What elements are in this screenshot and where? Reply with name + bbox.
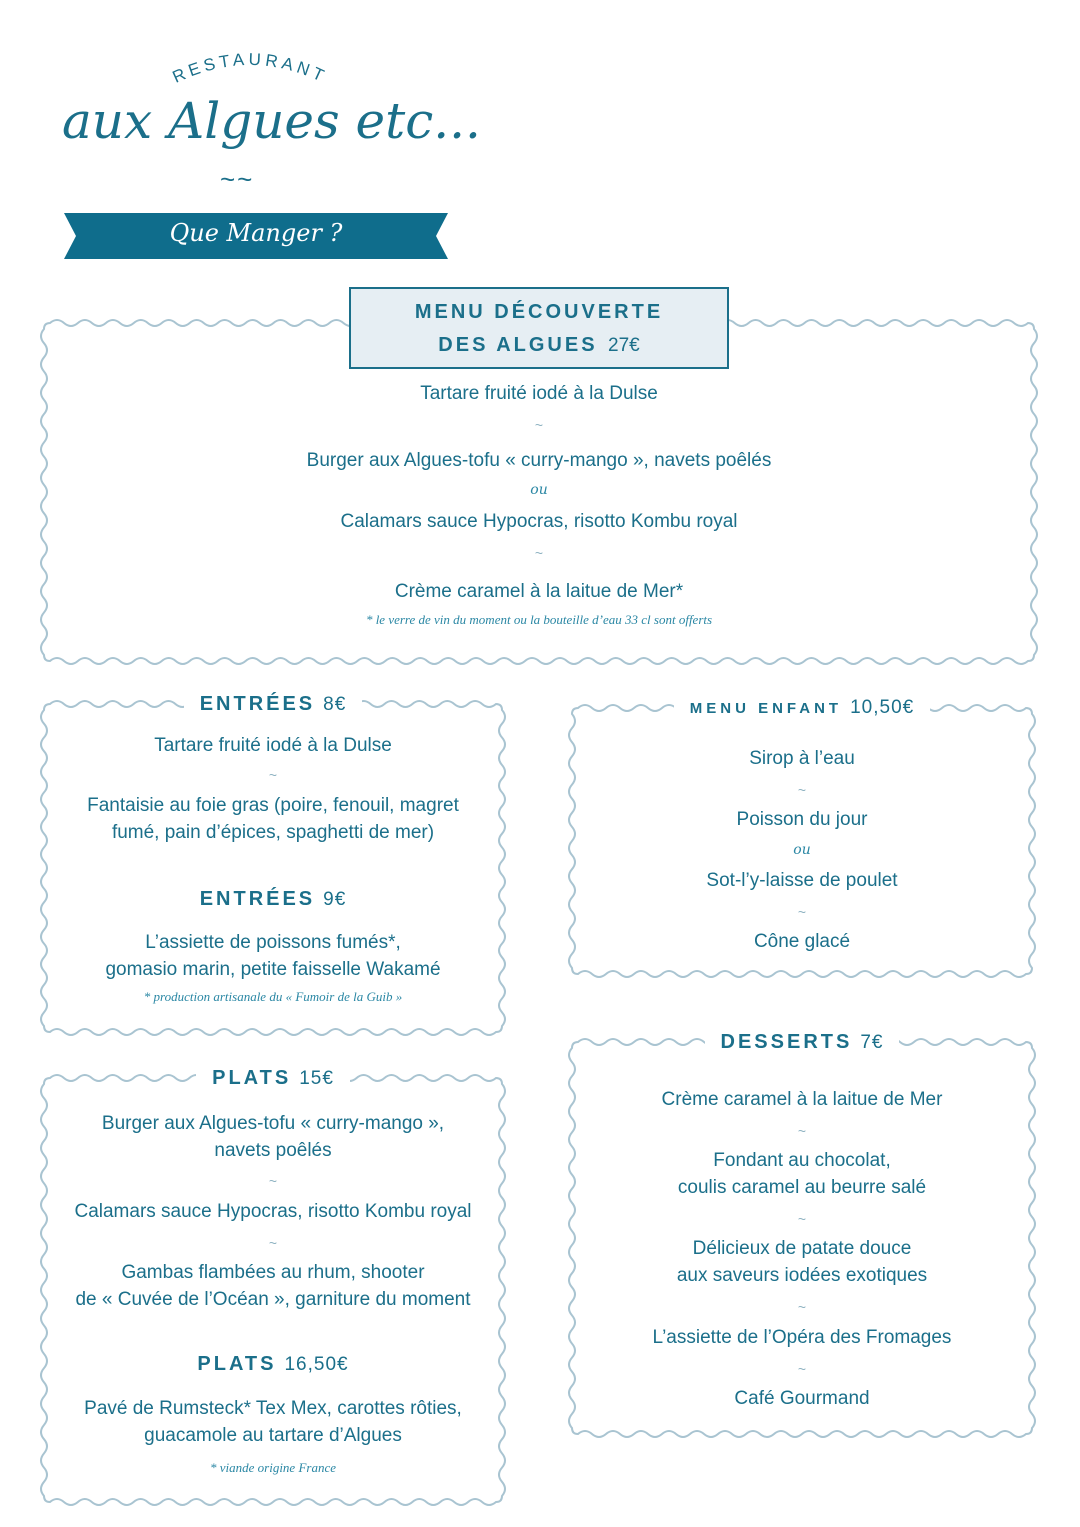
separator: ~ xyxy=(534,545,544,561)
restaurant-label: RESTAURANT xyxy=(169,49,331,87)
menu-item: Poisson du jour xyxy=(736,809,868,830)
menu-decouverte-title-box xyxy=(349,287,729,369)
restaurant-name: aux Algues etc... xyxy=(62,92,481,150)
menu-item: Tartare fruité iodé à la Dulse xyxy=(154,735,392,756)
menu-decouverte-price: 27€ xyxy=(608,335,640,356)
menu-item: Gambas flambées au rhum, shooter xyxy=(121,1262,425,1283)
menu-item: Tartare fruité iodé à la Dulse xyxy=(420,383,658,404)
entrees-8-title: ENTRÉES xyxy=(199,693,316,715)
menu-item: Crème caramel à la laitue de Mer* xyxy=(394,581,684,602)
desserts-section xyxy=(572,1031,1032,1434)
plats-1650-title: PLATS xyxy=(197,1353,277,1375)
plats-15-title: PLATS xyxy=(212,1067,292,1089)
banner-text: Que Manger ? xyxy=(169,219,343,247)
menu-item: Délicieux de patate douce xyxy=(692,1238,912,1259)
separator: ~ xyxy=(797,1299,807,1315)
separator: ~ xyxy=(534,417,544,433)
menu-item: fumé, pain d’épices, spaghetti de mer) xyxy=(111,822,435,843)
menu-item: Burger aux Algues-tofu « curry-mango », xyxy=(101,1113,445,1134)
menu-enfant-price: 10,50€ xyxy=(850,697,915,718)
menu-item: Fondant au chocolat, xyxy=(713,1150,891,1171)
svg-text:RESTAURANT xyxy=(170,50,331,87)
menu-item: L’assiette de poissons fumés*, xyxy=(145,932,401,953)
menu-item: de « Cuvée de l’Océan », garniture du moment xyxy=(75,1289,471,1310)
menu-item: navets poêlés xyxy=(214,1140,332,1161)
plats-15-price: 15€ xyxy=(299,1068,334,1089)
separator: ~ xyxy=(797,1211,807,1227)
or-separator: ou xyxy=(793,842,811,858)
entrees-8-price: 8€ xyxy=(323,694,347,715)
menu-item: guacamole au tartare d’Algues xyxy=(144,1425,402,1446)
entrees-section xyxy=(44,693,502,1032)
menu-item: Crème caramel à la laitue de Mer xyxy=(661,1089,943,1110)
separator: ~ xyxy=(797,904,807,920)
plats-section xyxy=(44,1067,502,1502)
menu-decouverte-title-line2: DES ALGUES xyxy=(438,334,598,356)
menu-item: Café Gourmand xyxy=(734,1388,870,1409)
menu-item: Calamars sauce Hypocras, risotto Kombu royal xyxy=(340,511,738,532)
separator: ~ xyxy=(268,767,278,783)
desserts-price: 7€ xyxy=(860,1032,884,1053)
menu-item: Burger aux Algues-tofu « curry-mango », navets poêlés xyxy=(306,450,772,471)
menu-item: Calamars sauce Hypocras, risotto Kombu royal xyxy=(74,1201,472,1222)
separator: ~ xyxy=(268,1173,278,1189)
menu-item: coulis caramel au beurre salé xyxy=(677,1177,927,1198)
footnote: * le verre de vin du moment ou la bouteille d’eau 33 cl sont offerts xyxy=(365,612,713,627)
separator: ~ xyxy=(797,1123,807,1139)
menu-item: L’assiette de l’Opéra des Fromages xyxy=(652,1327,952,1348)
tilde-ornament: ~~ xyxy=(220,164,255,194)
entrees-9-title: ENTRÉES xyxy=(199,888,316,910)
plats-1650-price: 16,50€ xyxy=(284,1354,349,1375)
menu-item: Fantaisie au foie gras (poire, fenouil, magret xyxy=(87,795,459,816)
menu-decouverte-title-line1: MENU DÉCOUVERTE xyxy=(414,301,664,323)
separator: ~ xyxy=(268,1235,278,1251)
entrees-9-price: 9€ xyxy=(323,889,347,910)
or-separator: ou xyxy=(530,482,548,498)
menu-enfant-section xyxy=(572,697,1032,974)
menu-item: gomasio marin, petite faisselle Wakamé xyxy=(105,959,441,980)
que-manger-banner xyxy=(64,213,448,259)
menu-item: aux saveurs iodées exotiques xyxy=(676,1265,928,1286)
menu-enfant-title: MENU ENFANT xyxy=(689,700,843,717)
menu-item: Pavé de Rumsteck* Tex Mex, carottes rôties, xyxy=(84,1398,462,1419)
separator: ~ xyxy=(797,782,807,798)
menu-item: Sot-l’y-laisse de poulet xyxy=(706,870,898,891)
restaurant-logo xyxy=(40,30,500,160)
separator: ~ xyxy=(797,1361,807,1377)
footnote: * production artisanale du « Fumoir de la Guib » xyxy=(143,989,403,1004)
desserts-title: DESSERTS xyxy=(720,1031,853,1053)
menu-item: Sirop à l’eau xyxy=(749,748,855,769)
footnote: * viande origine France xyxy=(210,1460,336,1475)
menu-item: Cône glacé xyxy=(753,931,851,952)
